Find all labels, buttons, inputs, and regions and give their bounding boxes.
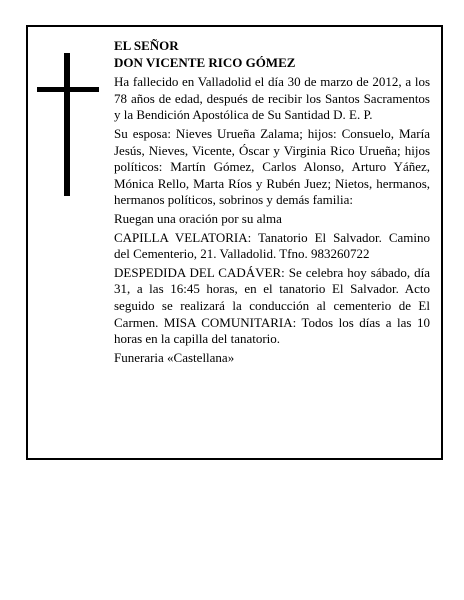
prayer-request: Ruegan una oración por su alma: [114, 210, 282, 226]
farewell-paragraph: DESPEDIDA DEL CADÁVER: Se celebra hoy sábado, día 31, a las 16:45 horas, en el tanatorio El Salvador. Acto seguido se realizará la conducción al cementerio de El Carmen. MISA COMUNITARIA: Todos los días a las 10 horas en la capilla del tanatorio.: [114, 264, 430, 347]
cross-horizontal-bar: [37, 87, 99, 92]
obituary-text: [114, 38, 430, 368]
cross-icon: [37, 53, 99, 196]
chapel-paragraph: CAPILLA VELATORIA: Tanatorio El Salvador. Camino del Cementerio, 21. Valladolid. Tfno. 983260722: [114, 229, 430, 262]
deceased-name: DON VICENTE RICO GÓMEZ: [114, 54, 296, 70]
death-notice-paragraph: Ha fallecido en Valladolid el día 30 de marzo de 2012, a los 78 años de edad, después de recibir los Santos Sacramentos y la Bendición Apostólica de Su Santidad D. E. P.: [114, 74, 430, 123]
cross-vertical-bar: [64, 53, 70, 196]
funeral-home: Funeraria «Castellana»: [114, 349, 235, 365]
family-paragraph: Su esposa: Nieves Urueña Zalama; hijos: Consuelo, María Jesús, Nieves, Vicente, Óscar y Virginia Rico Urueña; hijos políticos: Martín Gómez, Carlos Alonso, Arturo Yáñez, Mónica Rello, Marta Ríos y Rubén Juez; Nietos, hermanos, hermanos políticos, sobrinos y demás familia:: [114, 125, 430, 208]
title-line-1: EL SEÑOR: [114, 38, 179, 53]
